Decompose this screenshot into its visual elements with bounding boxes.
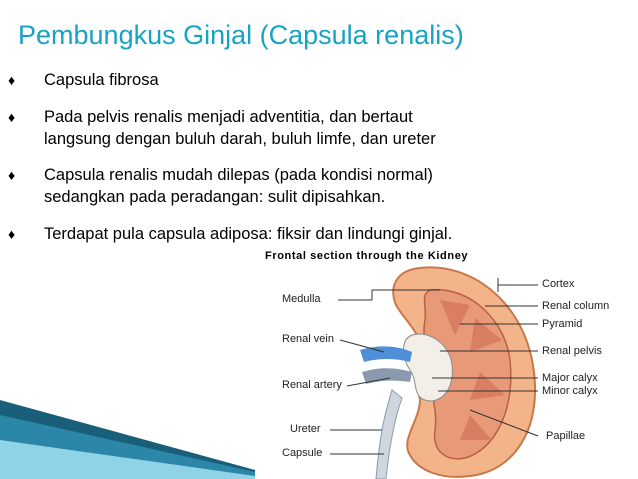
bullet-diamond-icon: ♦ (8, 226, 16, 242)
bullet-text: Terdapat pula capsula adiposa: fiksir dan lindungi ginjal. (44, 225, 453, 243)
label-papillae: Papillae (546, 430, 586, 442)
label-renal-artery: Renal artery (282, 379, 342, 391)
bullet-diamond-icon: ♦ (8, 167, 16, 183)
label-ureter: Ureter (290, 423, 321, 435)
label-minor-calyx: Minor calyx (542, 385, 598, 397)
figure-title: Frontal section through the Kidney (265, 250, 469, 262)
label-capsule: Capsule (282, 447, 323, 459)
label-renal-pelvis: Renal pelvis (542, 345, 602, 357)
bullet-diamond-icon: ♦ (8, 109, 16, 125)
bullet-text: Capsula renalis mudah dilepas (pada kondisi normal) (44, 166, 433, 184)
bullet-text: langsung dengan buluh darah, buluh limfe, dan ureter (44, 130, 436, 148)
label-pyramid: Pyramid (542, 318, 583, 330)
page-title: Pembungkus Ginjal (Capsula renalis) (18, 20, 464, 50)
label-renal-vein: Renal vein (282, 333, 334, 345)
label-medulla: Medulla (282, 293, 321, 305)
label-renal-column: Renal column (542, 300, 610, 312)
bullet-text: Capsula fibrosa (44, 71, 159, 89)
bullet-text: Pada pelvis renalis menjadi adventitia, dan bertaut (44, 108, 413, 126)
label-cortex: Cortex (542, 278, 575, 290)
bullet-diamond-icon: ♦ (8, 72, 16, 88)
label-major-calyx: Major calyx (542, 372, 598, 384)
bullet-text: sedangkan pada peradangan: sulit dipisahkan. (44, 188, 386, 206)
